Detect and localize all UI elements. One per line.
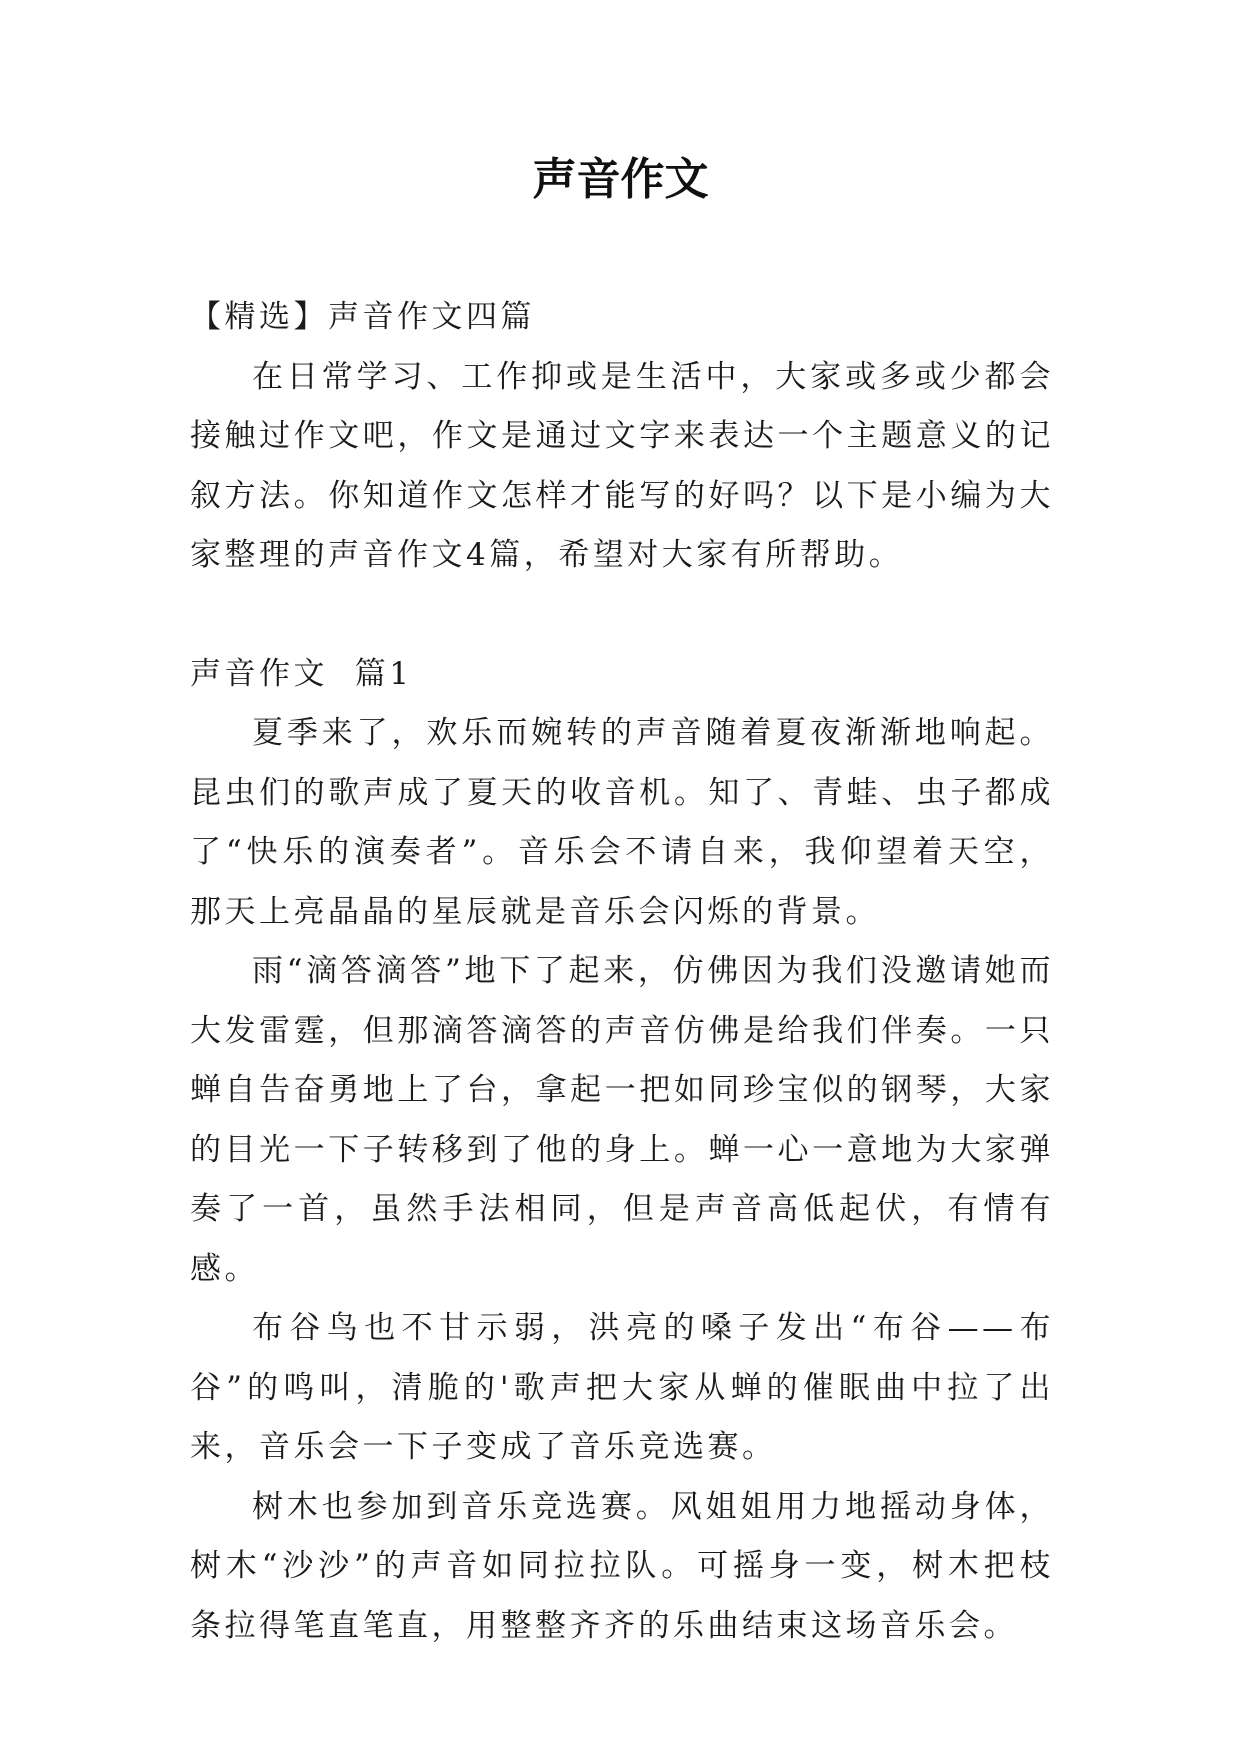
section-heading: 声音作文 篇1 bbox=[190, 655, 413, 692]
section-spacer bbox=[190, 586, 1054, 645]
document-subtitle: 【精选】声音作文四篇 bbox=[190, 299, 535, 335]
body-paragraph: 树木也参加到音乐竞选赛。风姐姐用力地摇动身体，树木“沙沙”的声音如同拉拉队。可摇身一变，树木把枝条拉得笔直笔直，用整整齐齐的乐曲结束这场音乐会。 bbox=[190, 1488, 1054, 1644]
document-title: 声音作文 bbox=[532, 154, 709, 205]
body-paragraph: 雨“滴答滴答”地下了起来，仿佛因为我们没邀请她而大发雷霆，但那滴答滴答的声音仿佛是给我们伴奏。一只蝉自告奋勇地上了台，拿起一把如同珍宝似的钢琴，大家的目光一下子转移到了他的身上。蝉一心一意地为大家弹奏了一首，虽然手法相同，但是声音高低起伏，有情有感。 bbox=[190, 953, 1054, 1287]
intro-paragraph: 在日常学习、工作抑或是生活中，大家或多或少都会接触过作文吧，作文是通过文字来表达一个主题意义的记叙方法。你知道作文怎样才能写的好吗？以下是小编为大家整理的声音作文4篇，希望对大家有所帮助。 bbox=[190, 358, 1054, 573]
document-body bbox=[190, 288, 1054, 1656]
body-paragraph: 夏季来了，欢乐而婉转的声音随着夏夜渐渐地响起。昆虫们的歌声成了夏天的收音机。知了、青蛙、虫子都成了“快乐的演奏者”。音乐会不请自来，我仰望着天空，那天上亮晶晶的星辰就是音乐会闪烁的背景。 bbox=[190, 715, 1054, 930]
body-paragraph: 布谷鸟也不甘示弱，洪亮的嗓子发出“布谷——布谷”的鸣叫，清脆的'歌声把大家从蝉的催眠曲中拉了出来，音乐会一下子变成了音乐竞选赛。 bbox=[190, 1310, 1054, 1465]
